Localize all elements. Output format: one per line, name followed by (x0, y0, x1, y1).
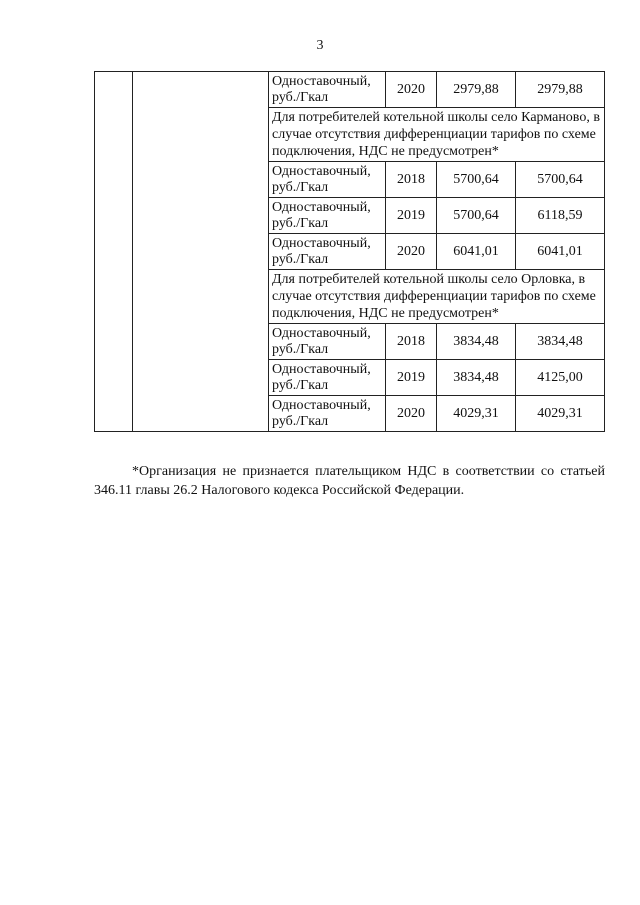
tariff-unit: Одноставочный, руб./Гкал (269, 324, 386, 360)
tariff-unit: Одноставочный, руб./Гкал (269, 198, 386, 234)
tariff-value-first-half: 2979,88 (437, 72, 516, 108)
tariff-value-second-half: 6118,59 (516, 198, 605, 234)
tariff-value-first-half: 3834,48 (437, 324, 516, 360)
tariff-year: 2020 (386, 396, 437, 432)
empty-cell-organization (133, 72, 269, 432)
tariff-year: 2018 (386, 162, 437, 198)
tariff-table (94, 71, 605, 432)
table-row (95, 72, 605, 108)
page-number: 3 (316, 38, 324, 53)
consumer-group-heading: Для потребителей котельной школы село Орловка, в случае отсутствия дифференциации тарифов по схеме подключения, НДС не предусмотрен* (269, 270, 605, 324)
tariff-unit: Одноставочный, руб./Гкал (269, 162, 386, 198)
tariff-year: 2019 (386, 360, 437, 396)
tariff-value-second-half: 6041,01 (516, 234, 605, 270)
tariff-year: 2018 (386, 324, 437, 360)
tariff-unit: Одноставочный, руб./Гкал (269, 360, 386, 396)
tariff-value-second-half: 2979,88 (516, 72, 605, 108)
consumer-group-heading: Для потребителей котельной школы село Карманово, в случае отсутствия дифференциации тарифов по схеме подключения, НДС не предусмотрен* (269, 108, 605, 162)
tariff-value-first-half: 4029,31 (437, 396, 516, 432)
tariff-value-second-half: 5700,64 (516, 162, 605, 198)
tariff-year: 2020 (386, 72, 437, 108)
tariff-year: 2019 (386, 198, 437, 234)
empty-cell-number (95, 72, 133, 432)
tariff-unit: Одноставочный, руб./Гкал (269, 396, 386, 432)
tariff-value-first-half: 6041,01 (437, 234, 516, 270)
tariff-value-second-half: 4125,00 (516, 360, 605, 396)
tariff-unit: Одноставочный, руб./Гкал (269, 234, 386, 270)
tariff-value-first-half: 5700,64 (437, 198, 516, 234)
tariff-value-second-half: 4029,31 (516, 396, 605, 432)
tariff-value-second-half: 3834,48 (516, 324, 605, 360)
footnote: *Организация не признается плательщиком НДС в соответствии со статьей 346.11 главы 26.2 Налогового кодекса Российской Федерации. (94, 464, 605, 498)
tariff-value-first-half: 3834,48 (437, 360, 516, 396)
tariff-unit: Одноставочный, руб./Гкал (269, 72, 386, 108)
tariff-value-first-half: 5700,64 (437, 162, 516, 198)
tariff-year: 2020 (386, 234, 437, 270)
